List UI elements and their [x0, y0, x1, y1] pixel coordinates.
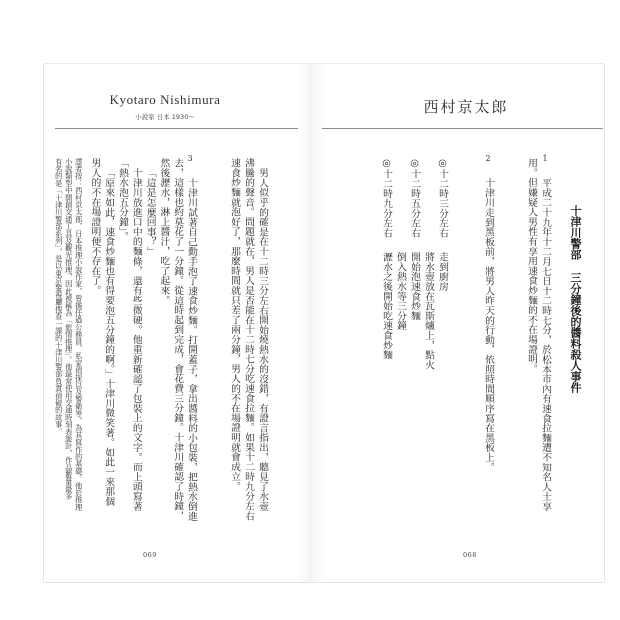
section-3-line: 「這是怎麼回事？」: [144, 168, 156, 257]
header-rule: [322, 128, 603, 129]
timeline-time: ◎十二時三分左右: [437, 158, 448, 238]
timeline-action: 走到廚房: [437, 252, 448, 292]
continuation-line: 男人似乎的確是在十二時三分左右開始燒熱水的沒錯，有證言指出，聽見了水壺: [257, 168, 268, 511]
continuation-line: 沸騰的聲音。問題就在，男人是否能在十二時七分吃速食拉麵。如果十二時九分左右: [243, 158, 254, 521]
story-series-title: 十津川警部: [569, 205, 582, 260]
story-title: 三分鐘後的醬料殺人事件: [569, 272, 582, 393]
timeline-action: 開始泡速食炒麵: [409, 252, 420, 321]
section-number: 3: [187, 154, 193, 163]
section-1-line: 平成二十九年十二月七日十二時七分，於松本市內有速食拉麵遭不知名人士享: [540, 178, 551, 512]
section-3-line: 男人的不在場證明便不存在了。: [89, 158, 101, 296]
left-page: [44, 64, 311, 582]
section-1-line: 用。但嫌疑人男性有享用速食炒麵的不在場證明。: [526, 158, 537, 374]
section-number: 2: [485, 154, 491, 163]
timeline-time: ◎十二時九分左右: [381, 158, 392, 238]
running-header-subtitle: 小說家 日本 1930～: [135, 113, 195, 121]
section-3-line: 「熱水泡五分鐘」。: [117, 158, 128, 242]
continuation-line: 速食炒麵就泡好了，那麼時間就只差了兩分鐘，男人的不在場證明就會成立。: [229, 158, 240, 492]
timeline-action: 瀝水之後開始吃速食炒麵: [381, 252, 392, 360]
timeline-action: 將水壺放在瓦斯爐上，點火: [423, 252, 434, 370]
header-rule: [55, 128, 298, 129]
timeline-time: ◎十二時五分左右: [409, 158, 420, 238]
section-3-line: 「原來如此，速食炒麵也有得要泡五分鐘的啊。」十津川微笑著。如此一來那個: [103, 168, 115, 507]
running-header-author: 西村京太郎: [423, 98, 509, 116]
section-3-line: 十津川放進口中的麵條，還有些微硬。他重新確認了包裝上的文字。而上頭寫著: [130, 168, 142, 511]
translator-note-line: 譯者按：西村京太郎，日本推理小說作家，曾擔任過公務員、私家偵探以及警衛等，為其寫作的基礎。他於推理: [74, 158, 84, 511]
running-header-author-en: Kyotaro Nishimura: [109, 92, 221, 107]
page-number: 068: [463, 551, 477, 559]
timeline-action: 倒入熱水等三分鐘: [395, 252, 406, 331]
section-3-line: 去，這樣也約莫花了一分鐘。從這時起到完成，會花費三分鐘。十津川確認了時鐘，: [172, 158, 184, 521]
section-number: 1: [542, 154, 548, 163]
right-page: [311, 64, 604, 582]
translator-note-line: 小說類型中開創交通工具及觀光推理，因此被稱為「旅情推理」。他最常使用交通時刻表詭計，作品數量最多: [64, 158, 74, 500]
section-3-line: 十津川試著自己動手泡了速食炒麵。打開蓋子，拿出醬料的小包裝，把熱水倒進: [186, 178, 197, 521]
translator-note-line: 有名的是「十津川警部系列」，是以東京警視廳搜查一課的十津川警部負責偵破的故事。: [54, 158, 64, 436]
section-2-line: 十津川走到黑板前，將男人昨天的行動，依照時間順序寫在黑板上。: [483, 178, 494, 472]
section-3-line: 然後瀝水，淋上醬汁，吃了起來。: [158, 158, 170, 305]
page-number: 069: [143, 551, 157, 559]
